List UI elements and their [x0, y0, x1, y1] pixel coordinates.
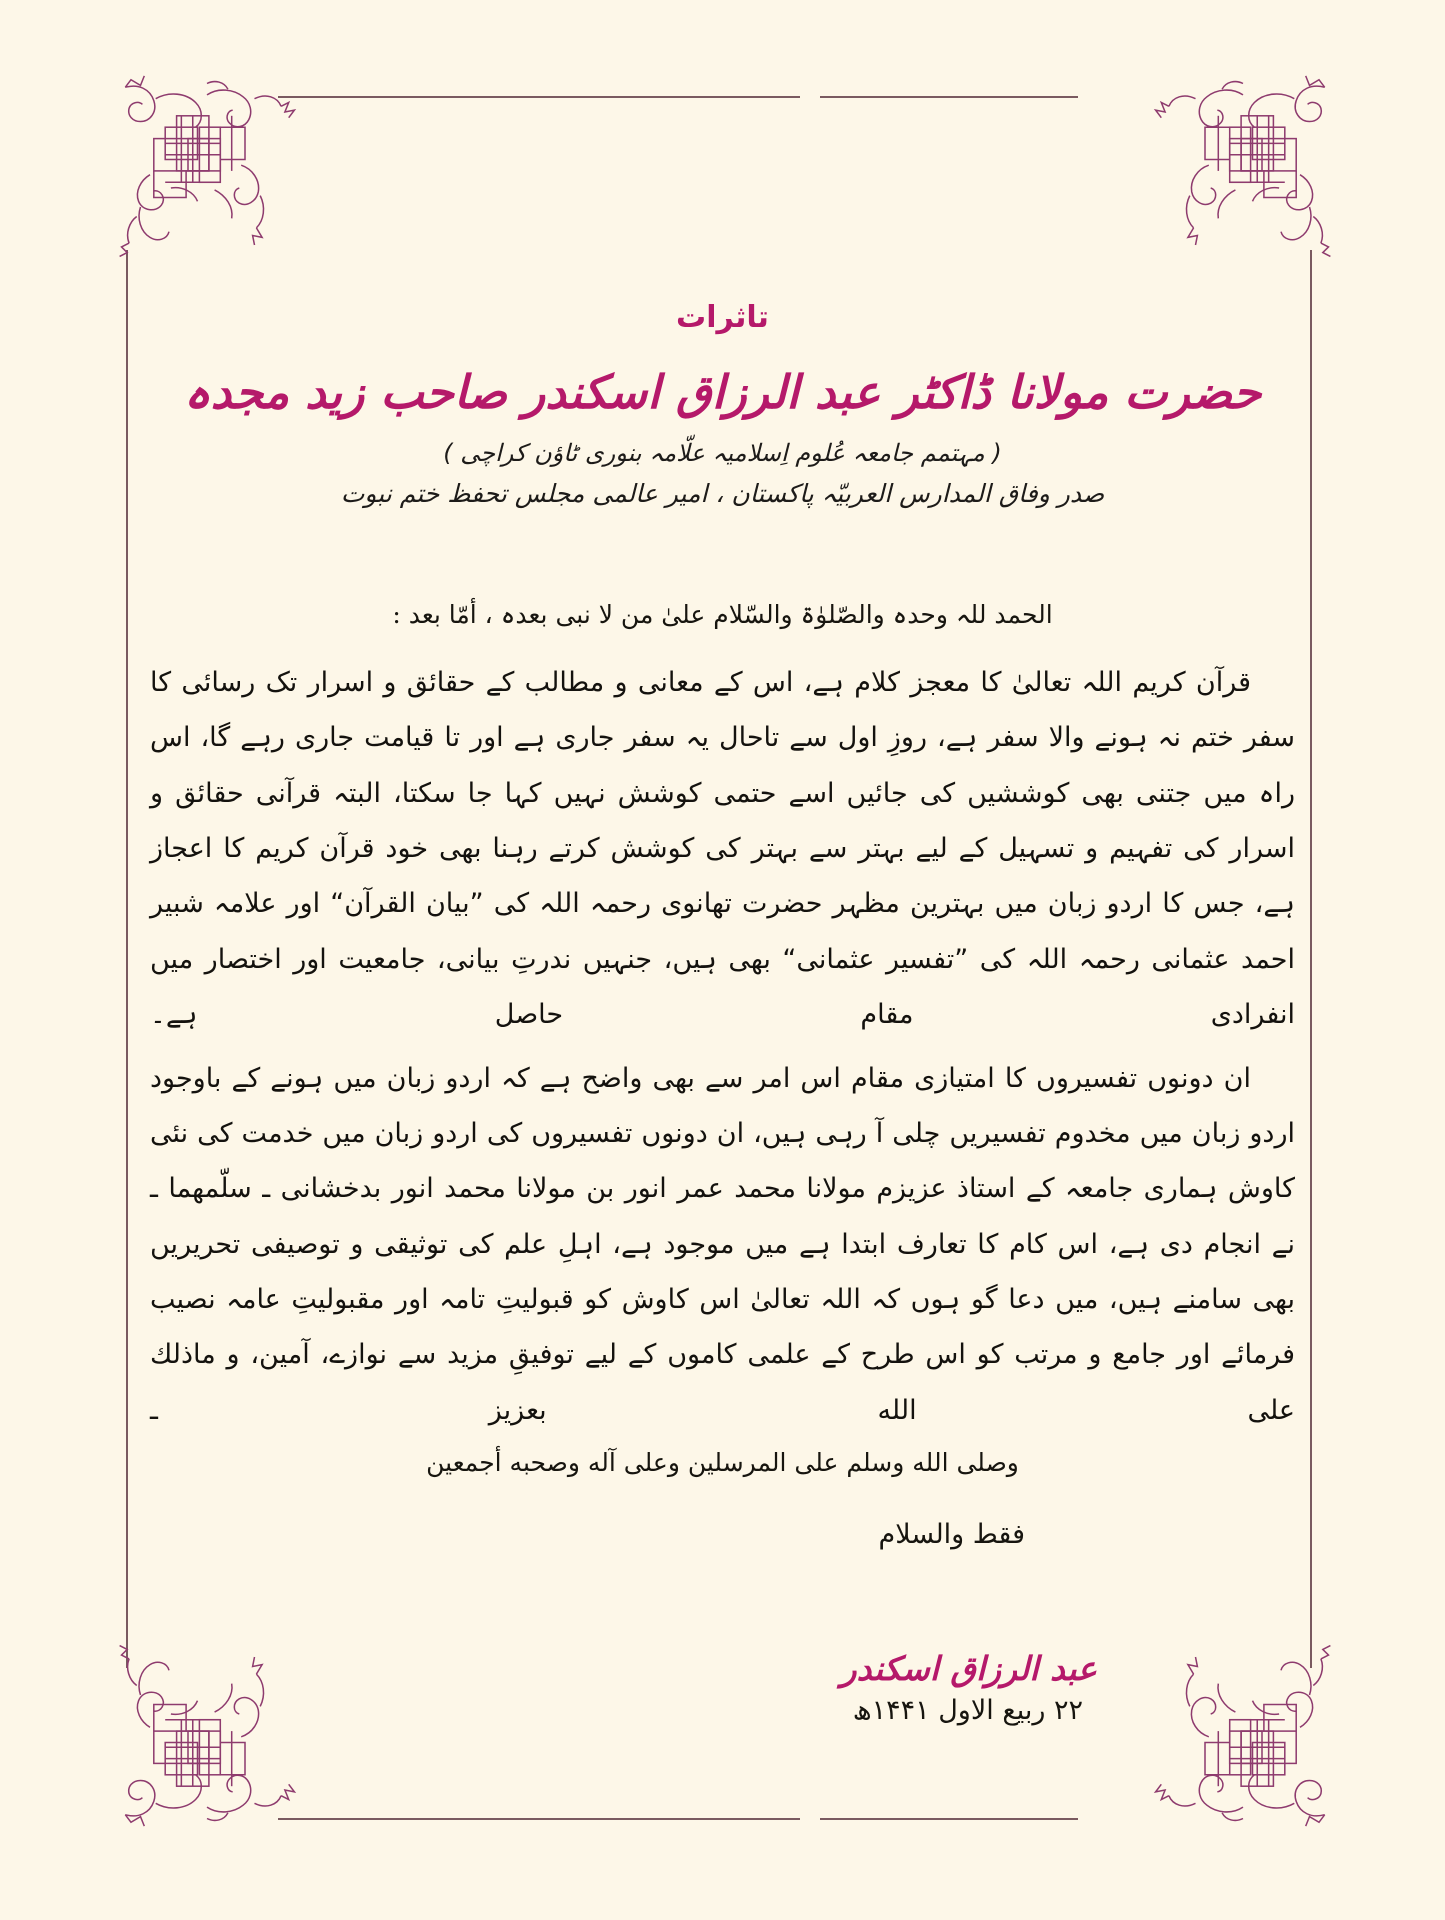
signatory-name: عبد الرزاق اسکندر [840, 1648, 1097, 1688]
corner-interlace-ornament-top-right [1148, 74, 1338, 264]
page-kicker: تاثرات [676, 300, 769, 335]
border-rule-top-right [820, 96, 1078, 98]
author-affiliation: ( مہتمم جامعہ عُلوم اِسلامیہ علّامہ بنوری ٹاؤن کراچی ) [443, 439, 1002, 468]
closing-salutation: فقط والسلام [878, 1518, 1025, 1550]
signature-date: ۲۲ ربیع الاول ۱۴۴۱ھ [852, 1695, 1083, 1727]
opening-invocation: الحمد للہ وحدہ والصّلوٰۃ والسّلام علیٰ من لا نبی بعدہ ، أمّا بعد : [392, 600, 1053, 630]
border-rule-bottom-right [820, 1818, 1078, 1820]
closing-dua: وصلى الله وسلم على المرسلين وعلى آله وصحبه أجمعين [426, 1447, 1019, 1477]
body-paragraph: ان دونوں تفسیروں کا امتیازی مقام اس امر سے بھی واضح ہے کہ اردو زبان میں ہونے کے باوجود اردو زبان میں مخدوم تفسیریں چلی آ رہی ہیں، ان دونوں تفسیروں کی اردو زبان میں خدمت کی نئی کاوش ہماری جامعہ کے استاذ عزیزم مولانا محمد عمر انور بن مولانا محمد انور بدخشانی ـ سلّمھما ـ نے انجام دی ہے، اس کام کا تعارف ابتدا ہے میں موجود ہے، اہلِ علم کی توثیقی و توصیفی تحریریں بھی سامنے ہیں، میں دعا گو ہوں کہ اللہ تعالیٰ اس کاوش کو قبولیتِ تامہ اور مقبولیتِ عامہ نصیب فرمائے اور جامع و مرتب کو اس طرح کے علمی کاموں کے لیے توفیقِ مزید سے نوازے، آمین، و ماذلك على الله بعزيز ـ [150, 1062, 1295, 1426]
border-rule-bottom-left [278, 1818, 800, 1820]
corner-interlace-ornament-top-left [112, 74, 302, 264]
page-title: حضرت مولانا ڈاکٹر عبد الرزاق اسکندر صاحب زید مجدہ [183, 365, 1262, 419]
border-rule-top-left [278, 96, 800, 98]
body-text [150, 655, 1295, 1438]
signature-block [150, 1646, 1295, 1730]
body-paragraph: قرآن کریم اللہ تعالیٰ کا معجز کلام ہے، اس کے معانی و مطالب کے حقائق و اسرار تک رسائی کا سفر ختم نہ ہونے والا سفر ہے، روزِ اول سے تاحال یہ سفر جاری ہے اور تا قیامت جاری رہے گا، اس راہ میں جتنی بھی کوششیں کی جائیں اسے حتمی کوشش نہیں کہا جا سکتا، البتہ قرآنی حقائق و اسرار کی تفہیم و تسہیل کے لیے بہتر سے بہتر کی کوشش کرتے رہنا بھی خود قرآن کریم کا اعجاز ہے، جس کا اردو زبان میں بہترین مظہر حضرت تھانوی رحمہ اللہ کی ”بیان القرآن“ اور علامہ شبیر احمد عثمانی رحمہ اللہ کی ”تفسیر عثمانی“ بھی ہیں، جنہیں ندرتِ بیانی، جامعیت اور اختصار میں انفرادی مقام حاصل ہے۔ [150, 667, 1295, 1031]
author-titles: صدر وفاق المدارس العربیّہ پاکستان ، امیر عالمی مجلس تحفظ ختم نبوت [340, 479, 1105, 509]
border-rule-left [126, 250, 128, 1668]
border-rule-right [1310, 250, 1312, 1668]
document-content [150, 300, 1295, 1730]
